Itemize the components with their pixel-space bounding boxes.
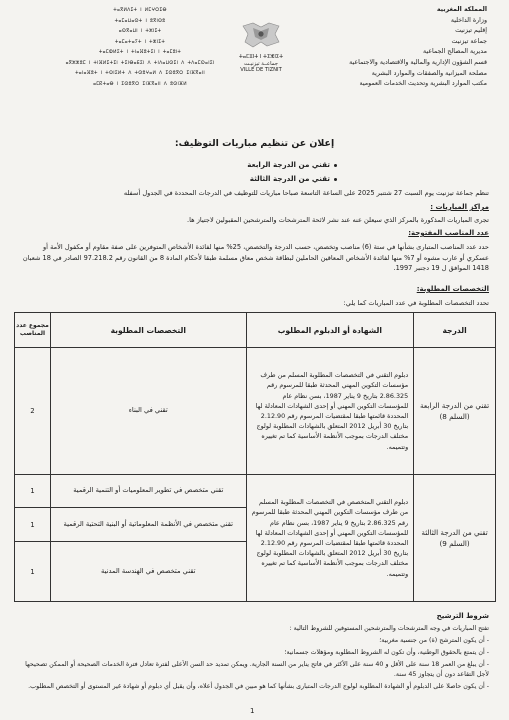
grade-cell: تقني من الدرجة الثالثة (السلم 9) — [414, 475, 496, 602]
header-arabic — [327, 5, 487, 90]
specialty-cell: تقني متخصص في تطوير المعلوميات أو التنمية الرقمية — [51, 475, 247, 508]
post-item: تقني من الدرجة الثالثة — [250, 174, 337, 183]
condition-item: - أن يكون حاصلا على الدبلوم أو الشهادة المطلوبة لولوج الدرجات المتبارى بشأنها كما هو مبين في الجدول أعلاه، وأن يقبل أي دبلوم أو شهادة غير المستوى أو التخصص المطلوب. — [28, 683, 489, 690]
count-cell: 1 — [15, 475, 51, 508]
header-line: مديرية المصالح الجماعية — [422, 48, 487, 56]
header-line: مصلحة الميزانية والصفقات والموارد البشرية — [371, 69, 487, 77]
intro-text: تنظم جماعة تيزنيت يوم السبت 27 شتنبر 2025 على الساعة التاسعة صباحا مباريات للتوظيف في الدرجات المحددة في الجدول أسفله — [123, 189, 489, 197]
posts-text: حدد عدد المناصب المتبارى بشأنها في ستة (6) مناصب وتخصص، حسب الدرجة والتخصص، 25% منها لفائدة الأشخاص المتوفرين على صفة مقاوم أو مكفول الأمة أو عسكري أو عارب مشوه أو 7% منها لفائدة الأشخاص المعاقين الحاملين لبطاقة شخص معاق مسلمة طبقا لأحكام المادة 8 من القانون رقم 97.218.2 الصادر في 18 شعبان 1418 الموافق ل 19 دجنبر 1997. — [22, 243, 489, 273]
header-line: ⵜⴰⴳⵍⴷⵉⵜ ⵏ ⵍⵎⵖⵔⵉⴱ — [113, 8, 167, 13]
conditions-title: شروط الترشيح — [436, 612, 489, 620]
section-title-centers: مراكز المباريات : — [430, 203, 489, 211]
header-line: ⴰⵙⴳⴰⵡⵏ ⵏ ⵜⵣⵏⵉⵜ — [118, 29, 162, 34]
specialty-cell: تقني في البناء — [51, 348, 247, 475]
specialties-text: تحدد التخصصات المطلوبة في عدد المباريات كما يلي: — [343, 299, 489, 307]
header-tifinagh — [60, 6, 220, 90]
table-row — [15, 348, 496, 475]
specialty-cell: تقني متخصص في الهندسة المدنية — [51, 542, 247, 602]
grade-cell: تقني من الدرجة الرابعة (السلم 8) — [414, 348, 496, 475]
section-title-posts: عدد المناصب المفتوحة: — [408, 229, 489, 237]
header-line: مكتب الموارد البشرية وتحديث الخدمات العمومية — [359, 80, 487, 88]
count-cell: 2 — [15, 348, 51, 475]
city-logo — [228, 20, 294, 74]
header-line: ⴰⴳⵣⵣⵓⵎ ⵏ ⵜⵏⴼⵍⵉⵜⵉⵏ ⵜⵉⵏⴱⴰⴹⵉⵏ ⴷ ⵜⵏⴷⴰⵡⵙⵉⵏ ⴷ ⵜⴷⴰⵎⵙⴰⵏⵉⵏ — [65, 60, 215, 66]
diploma-cell: دبلوم التقني في التخصصات المطلوبة المسلم من طرف مؤسسات التكوين المهني المحدثة طبقا للمرسوم رقم 2.86.325 بتاريخ 9 يناير 1987، بسن نظام عام للمؤسسات التكوين المهني أو إحدى الشهادات المعادلة لها المحددة قائمتها طبقا لمقتضيات المرسوم رقم 2.12.90 بتاريخ 30 أبريل 2012 المتعلق بالشهادات المطلوبة لولوج مختلف الدرجات بموجب الأنظمة الأساسية كما تم تغييره وتتميمه. — [246, 348, 414, 475]
condition-item: - أن يبلغ من العمر 18 سنة على الأقل و 40 سنة على الأكثر في فاتح يناير من السنة الجارية. ويمكن تمديد حد السن الأعلى لفترة تعادل فترة الخدمات الصحيحة أو الممكن تصحيحها لأجل التقاعد دون أن يتجاوز 45 سنة. — [25, 661, 489, 679]
table-header-row — [15, 313, 496, 348]
positions-table — [14, 312, 496, 602]
header-line: ⵜⴰⵎⵀⵍⵉⵜ ⵏ ⵜⵏⴰⴼⵓⵜⵉⵏ ⵏ ⵜⴰⵎⵓⵏⵜ — [98, 50, 182, 55]
section-title-specialties: التخصصات المطلوبة: — [416, 285, 489, 293]
page-number: 1 — [250, 707, 255, 715]
centers-text: تجرى المباريات المذكورة بالمركز الذي سيعلن عنه عند نشر لائحة المترشحات والمترشحين المقبولين لاجتياز ها. — [187, 216, 489, 224]
header-line: قسم الشؤون الإدارية والمالية والاقتصادية والاجتماعية — [349, 58, 487, 66]
condition-item: - أن يكون المترشح (ة) من جنسية مغربية؛ — [379, 637, 489, 644]
logo-tifinagh: ⵜⴰⵎⵓⵏⵜ ⵏ ⵜⵉⵣⵏⵉⵜ — [238, 54, 284, 60]
header-line: وزارة الداخلية — [450, 16, 487, 24]
bullet-icon — [334, 164, 337, 167]
header-line: إقليم تيزنيت — [455, 27, 487, 35]
header-line: ⴰⵎⴽⵜⴰⴱ ⵏ ⵉⵙⵓⴳⵔ ⵉⵏⴼⴳⴰⵏⵏ ⴷ ⵓⵙⵏⴼⵍ — [93, 81, 187, 87]
bullet-icon — [334, 178, 337, 181]
count-cell: 1 — [15, 542, 51, 602]
header-count: مجموع عدد المناصب — [15, 313, 51, 348]
header-diploma: الشهادة أو الدبلوم المطلوب — [246, 313, 414, 348]
conditions-intro: تفتح المباريات في وجه المترشحات والمترشحين المستوفين للشروط التالية : — [289, 625, 489, 632]
count-cell: 1 — [15, 508, 51, 542]
tiznit-emblem-icon — [239, 20, 283, 50]
diploma-cell: دبلوم التقني المتخصص في التخصصات المطلوبة المسلم من طرف مؤسسات التكوين المهني المحدثة طبقا للمرسوم رقم 2.86.325 بتاريخ 9 يناير 1987، بسن نظام عام للمؤسسات التكوين المهني أو إحدى الشهادات المعادلة لها المحددة قائمتها طبقا لمقتضيات المرسوم رقم 2.12.90 بتاريخ 30 أبريل 2012 المتعلق بالشهادات المطلوبة لولوج مختلف الدرجات بموجب الأنظمة الأساسية كما تم تغييره وتتميمه. — [246, 475, 414, 602]
header-line: ⵜⴰⵏⴰⴼⵓⵜ ⵏ ⵜⵙⵏⵉⵍⵜ ⴷ ⵜⵙⵓⵖⴰⵍ ⴷ ⵉⵙⵓⴳⵔ ⵉⵏⴼⴳⴰⵏⵏ — [75, 71, 205, 76]
header-line: جماعة تيزنيت — [451, 37, 487, 45]
table-row — [15, 475, 496, 508]
header-grade: الدرجة — [414, 313, 496, 348]
logo-arabic: جماعــة تيزنيـت — [244, 60, 278, 67]
header-line: ⵜⴰⵎⴰⵡⴰⵙⵜ ⵏ ⵓⴳⵏⵙⵓ — [114, 18, 166, 24]
header-line: المملكة المغربية — [436, 6, 487, 13]
header-specialties: التخصصات المطلوبة — [51, 313, 247, 348]
announcement-title: إعلان عن تنظيم مباريات التوظيف: — [174, 138, 335, 149]
condition-item: - أن يتمتع بالحقوق الوطنية، وأن تكون له الشروط المطلوبة ومؤهلات جسمانية؛ — [284, 649, 489, 656]
post-item: تقني من الدرجة الرابعة — [247, 160, 337, 169]
specialty-cell: تقني متخصص في الأنظمة المعلوماتية أو البنية التحتية الرقمية — [51, 508, 247, 542]
logo-latin: VILLE DE TIZNIT — [240, 67, 282, 73]
header-line: ⵜⴰⵎⴰⵜⴰⵢⵜ ⵏ ⵜⵣⵏⵉⵜ — [114, 39, 166, 45]
